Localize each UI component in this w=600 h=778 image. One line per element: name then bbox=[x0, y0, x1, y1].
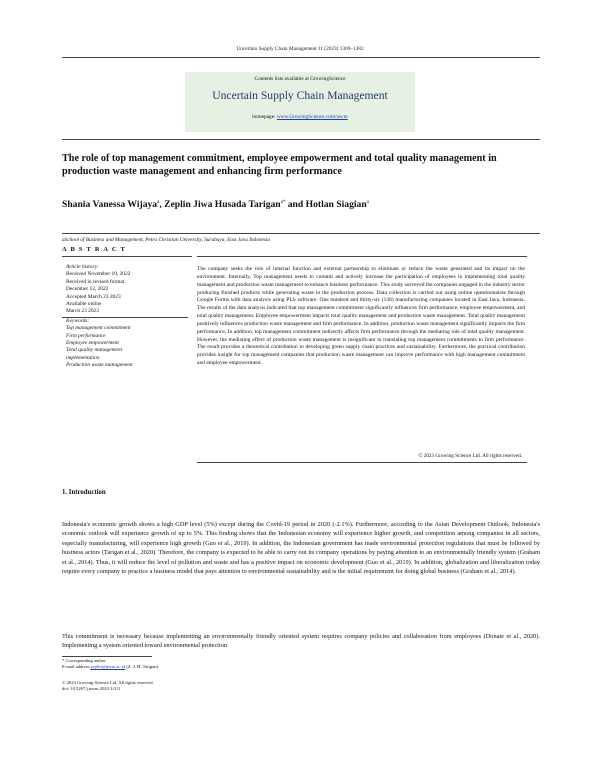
history-label: Article history: bbox=[66, 264, 99, 270]
abstract-body: The company seeks the role of internal function and external partnership to eliminate or reduce the waste generated and its impact on the environment. Internally, Top management needs to commit and actively increase the participation of employees in implementing total quality management and production waste management to enhance business performance. This study surveyed the companies engaged in the industry sector producing finished products while generating waste in the production process. Data collection is carried out using online questionnaires through Google Forms with data analysis using PLS software. One hundred and thirty-six (136) manufacturing companies located in East Java, Indonesia. The results of the data analysis indicated that top management commitment significantly influences firm performance, employee empowerment, and total quality management. Employee empowerment impacts total quality management and production waste management. Total quality management positively influences production waste management and firm performance. In addition, production waste management significantly impacts the firm performance. In addition, top management commitment indirectly affects firm performance through the mediating role of total quality management. However, the mediating effect of production waste management is insignificant in translating top management commitments to firm performance. The result provides a theoretical contribution to developing green supply chain practices and sustainability. Furthermore, the practical contribution provides insight for top management companies that production waste management can improve performance with high management commitment and employee empowerment. bbox=[197, 266, 525, 367]
affiliation: aSchool of Business and Management, Petra Christian University, Surabaya, East Java Indonesia bbox=[62, 237, 271, 243]
email-line bbox=[62, 664, 362, 670]
journal-banner bbox=[185, 72, 415, 132]
footnote-rule bbox=[62, 656, 152, 657]
online-date: March 23 2023 bbox=[66, 308, 99, 315]
received-date: Received November 10, 2022 bbox=[66, 271, 131, 278]
article-info bbox=[66, 264, 191, 370]
section-heading: 1. Introduction bbox=[62, 489, 106, 496]
body-paragraph: Indonesia's economic growth shows a high GDP level (5%) except during the Covid-19 period in 2020 (-2.1%). Furthermore, according to the Asian Development Outlook, Indonesia's economic outlook will experience growth of up to 5%. This finding shows that the Indonesian economy will experience higher growth, and competition among companies in all sectors, especially manufacturing, will experience high growth (Guo et al., 2019). In addition, the Indonesian government has made environmental protection regulations that must be followed by business actors (Tarigan et al., 2020). Therefore, the company is expected to be able to carry out its company operations by paying attention to an environmentally friendly system (Graham et al., 2014). Thus, it will reduce the level of pollution and waste and has a positive impact on economic development (Guo et al., 2019). In addition, globalization and liberalization today require every company to practice a business model that pays attention to environmental sustainability and is the initial requirement for doing global business (Graham et al., 2014). bbox=[62, 521, 540, 576]
running-head: Uncertain Supply Chain Management 11 (2023) 1369–1382 bbox=[236, 46, 364, 52]
journal-title: Uncertain Supply Chain Management bbox=[212, 89, 388, 102]
abstract-copyright: © 2023 Growing Science Ltd. All rights reserved. bbox=[418, 453, 522, 459]
online-label: Available online bbox=[66, 301, 102, 308]
abstract-rule-bottom bbox=[197, 462, 527, 463]
author-separator: , bbox=[159, 199, 165, 210]
header-rule bbox=[62, 57, 540, 58]
email-suffix: (Z. J. H. Tarigan) bbox=[125, 664, 159, 670]
homepage-label: homepage: bbox=[252, 114, 277, 120]
abstract-heading: A B S T R A C T bbox=[62, 246, 127, 253]
footnote bbox=[62, 658, 362, 670]
contents-line: Contents lists available at GrowingScience bbox=[254, 76, 346, 82]
abstract-rule-top bbox=[197, 256, 527, 257]
doi: doi: 10.5267/j.uscm.2023.3.011 bbox=[62, 686, 121, 692]
keyword: Production waste management bbox=[66, 362, 133, 369]
footer-copyright: © 2023 Growing Science Ltd. All rights reserved. bbox=[62, 680, 154, 685]
affiliation-rule bbox=[62, 233, 540, 234]
author-name: Zeplin Jiwa Husada Tarigan bbox=[164, 199, 281, 210]
keyword: Top management commitment bbox=[66, 325, 131, 332]
homepage-link[interactable]: www.GrowingScience.com/uscm bbox=[276, 114, 348, 120]
page-footer bbox=[62, 680, 362, 692]
keyword: Employee empowerment bbox=[66, 340, 119, 347]
author-name: Hotlan Siagian bbox=[305, 199, 367, 210]
author-affil-mark: a bbox=[366, 199, 369, 205]
email-link[interactable]: zeplin@petra.ac.id bbox=[90, 664, 126, 670]
accepted-date: Accepted March 23 2023 bbox=[66, 293, 121, 300]
keywords-label: Keywords: bbox=[66, 317, 90, 324]
keyword: Total quality management bbox=[66, 347, 123, 354]
revised-date: December 12, 2022 bbox=[66, 286, 109, 293]
keyword: implementation bbox=[66, 354, 100, 361]
banner-rule bbox=[62, 139, 540, 140]
author-affil-mark: a* bbox=[280, 199, 286, 205]
email-label: E-mail address bbox=[62, 664, 91, 670]
paper-title: The role of top management commitment, employee empowerment and total quality management in production waste management and enhancing firm performance bbox=[62, 153, 497, 178]
body-paragraph: This commitment is necessary because implementing an environmentally friendly oriented system requires company policies and collaboration from employees (Donate et al., 2020). Implementing a system oriented toward environmental protection bbox=[62, 633, 540, 650]
revised-label: Received in revised format bbox=[66, 278, 125, 285]
author-name: Shania Vanessa Wijaya bbox=[62, 199, 158, 210]
author-affil-mark: a bbox=[157, 199, 160, 205]
author-list bbox=[62, 199, 542, 210]
homepage-line bbox=[185, 114, 415, 120]
keyword: Firm performance bbox=[66, 332, 106, 339]
author-separator: and bbox=[285, 199, 306, 210]
info-rule-top bbox=[62, 256, 192, 257]
corresponding-note: * Corresponding author bbox=[62, 658, 106, 663]
